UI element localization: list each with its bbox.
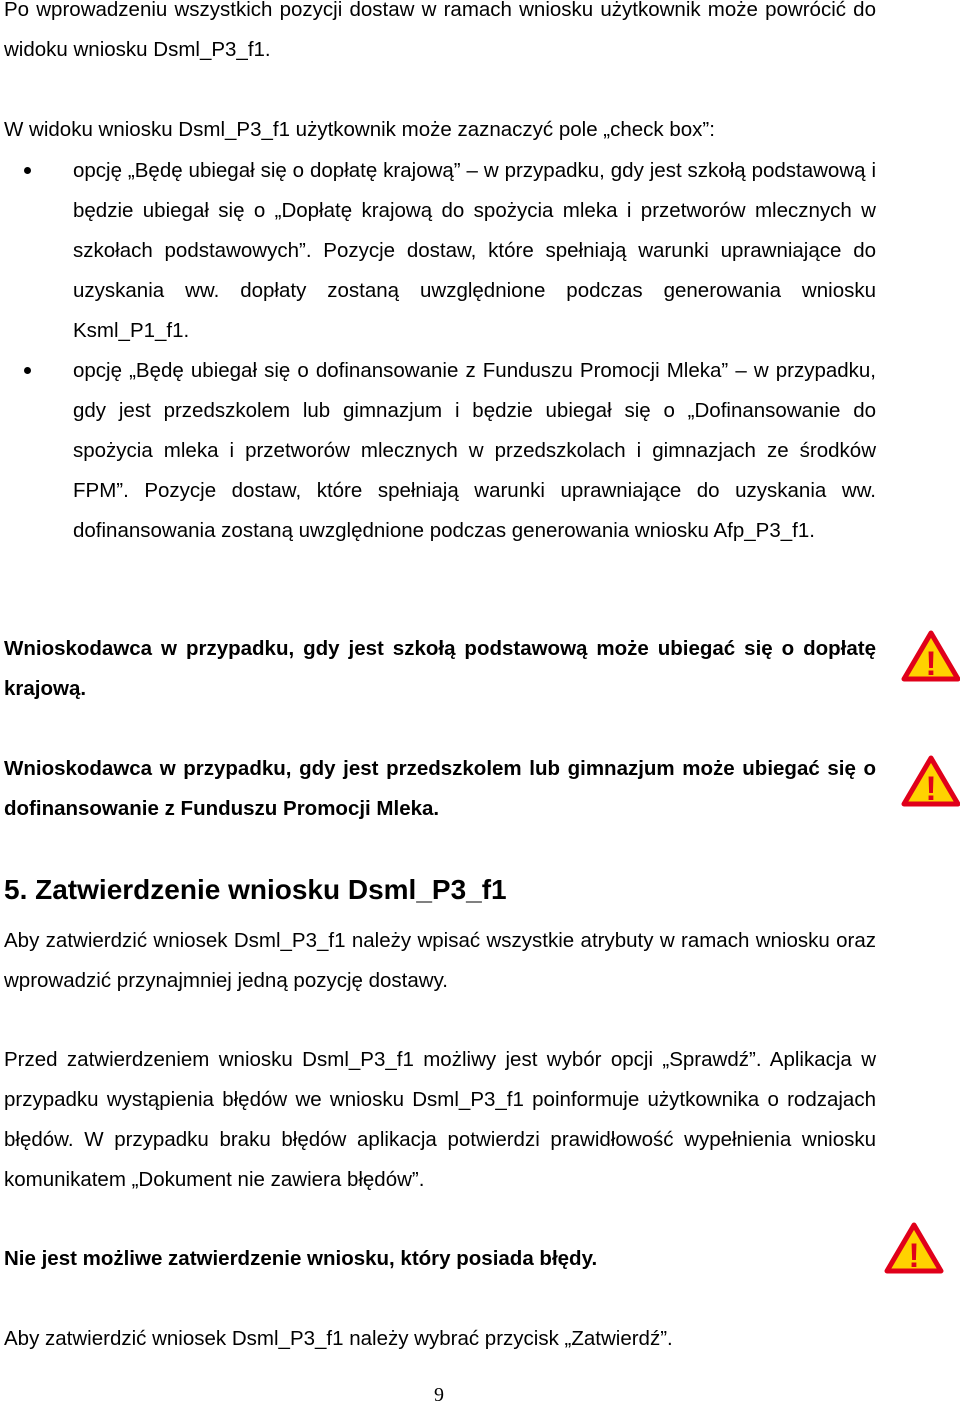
section-heading: 5. Zatwierdzenie wniosku Dsml_P3_f1 <box>4 874 507 905</box>
checkbox-intro-paragraph: W widoku wniosku Dsml_P3_f1 użytkownik może zaznaczyć pole „check box”: <box>4 118 715 141</box>
page-number: 9 <box>434 1384 444 1406</box>
approve-requirements-paragraph: Aby zatwierdzić wniosek Dsml_P3_f1 należy wpisać wszystkie atrybuty w ramach wniosku oraz wprowadzić przynajmniej jedną pozycję dostawy. <box>4 929 876 992</box>
checkbox-options-list <box>0 151 876 551</box>
check-option-paragraph: Przed zatwierdzeniem wniosku Dsml_P3_f1 możliwy jest wybór opcji „Sprawdź”. Aplikacja w przypadku wystąpienia błędów we wniosku Dsml_P3_f1 poinformuje użytkownika o rodzajach błędów. W przypadku braku błędów aplikacja potwierdzi prawidłowość wypełnienia wniosku komunikatem „Dokument nie zawiera błędów”. <box>4 1048 876 1191</box>
warning-preschool-paragraph: Wnioskodawca w przypadku, gdy jest przedszkolem lub gimnazjum może ubiegać się o dofinansowanie z Funduszu Promocji Mleka. <box>4 757 876 820</box>
warning-triangle-icon <box>901 755 960 807</box>
warning-triangle-icon <box>884 1222 944 1274</box>
bullet-icon <box>24 367 31 374</box>
approve-button-info-paragraph: Aby zatwierdzić wniosek Dsml_P3_f1 należy wybrać przycisk „Zatwierdź”. <box>4 1327 673 1350</box>
intro-paragraph: Po wprowadzeniu wszystkich pozycji dostaw w ramach wniosku użytkownik może powrócić do widoku wniosku Dsml_P3_f1. <box>4 0 876 61</box>
warning-mark: ! <box>925 770 937 807</box>
warning-errors-paragraph: Nie jest możliwe zatwierdzenie wniosku, który posiada błędy. <box>4 1247 598 1270</box>
warning-triangle-icon <box>901 630 960 682</box>
bullet-text: opcję „Będę ubiegał się o dofinansowanie z Funduszu Promocji Mleka” – w przypadku, gdy jest przedszkolem lub gimnazjum i będzie ubiegał się o „Dofinansowanie do spożycia mleka i przetworów mlecznych w przedszkolach i gimnazjach ze środków FPM”. Pozycje dostaw, które spełniają warunki uprawniające do uzyskania ww. dofinansowania zostaną uwzględnione podczas generowania wniosku Afp_P3_f1. <box>73 359 876 542</box>
list-item <box>0 351 876 551</box>
warning-mark: ! <box>925 645 937 682</box>
bullet-icon <box>24 167 31 174</box>
warning-mark: ! <box>908 1237 920 1274</box>
bullet-text: opcję „Będę ubiegał się o dopłatę krajową” – w przypadku, gdy jest szkołą podstawową i będzie ubiegał się o „Dopłatę krajową do spożycia mleka i przetworów mlecznych w szkołach podstawowych”. Pozycje dostaw, które spełniają warunki uprawniające do uzyskania ww. dopłaty zostaną uwzględnione podczas generowania wniosku Ksml_P1_f1. <box>73 159 876 342</box>
list-item <box>0 151 876 351</box>
warning-school-paragraph: Wnioskodawca w przypadku, gdy jest szkołą podstawową może ubiegać się o dopłatę krajową. <box>4 637 876 700</box>
